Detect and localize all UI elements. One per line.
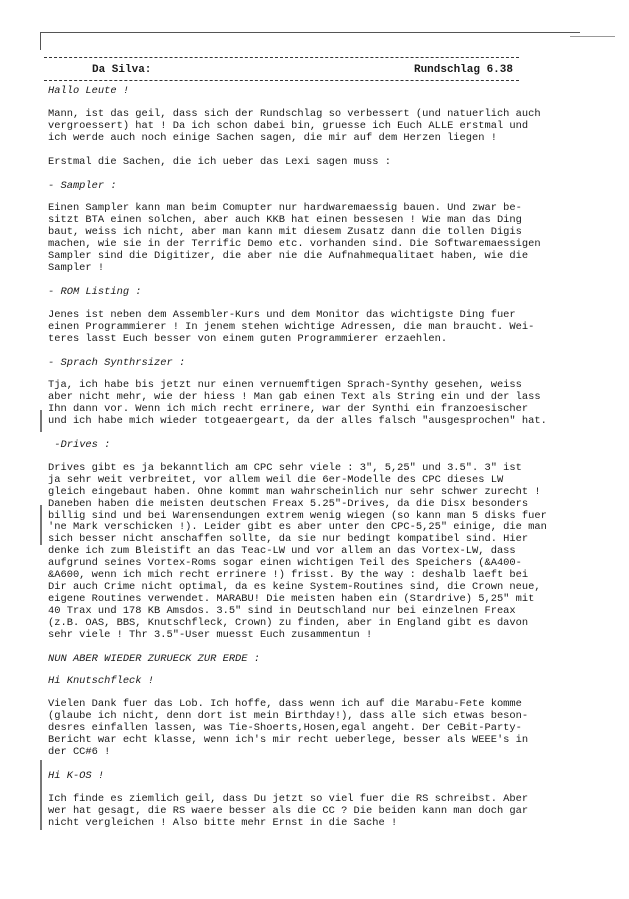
section-heading: - ROM Listing :	[48, 285, 142, 298]
paragraph: Jenes ist neben dem Assembler-Kurs und dem Monitor das wichtigste Ding fuer einen Programmierer ! In jenem stehen wichtige Adressen, die man braucht. Wei- teres lasst Euch besser von einem guten Programmierer erzaehlen.	[48, 308, 535, 345]
section-heading: - Sampler :	[48, 179, 117, 192]
article-header	[44, 61, 519, 78]
margin-mark	[40, 760, 42, 830]
scan-border-top	[40, 32, 580, 33]
paragraph: Tja, ich habe bis jetzt nur einen vernuemftigen Sprach-Synthy gesehen, weiss aber nicht mehr, wie der hiess ! Man gab einen Text als String ein und der lass Ihn dann vor. Wenn ich mich recht errinere, war der Synthi ein franzoesischer und ich habe mich wieder totgeaergeart, da der alles falsch "ausgesprochen" hat.	[48, 379, 547, 428]
section-heading: Hi K-OS !	[48, 769, 105, 782]
section-heading: Hi Knutschfleck !	[48, 675, 155, 688]
paragraph: Drives gibt es ja bekanntlich am CPC sehr viele : 3", 5,25" und 3.5". 3" ist ja sehr weit verbreitet, vor allem weil die 6er-Modelle des CPC dieses LW gleich eingebaut haben. Ohne kommt man wahrscheinlich nur sehr schwer zurecht ! Daneben haben die meisten deutschen Freax 5.25"-Drives, da die Disx besonders billig sind und bei Warensendungen extrem wenig wiegen (so kann man 5 disks fuer 'ne Mark verschicken !). Leider gibt es aber unter den CPC-5,25" einige, die man sich besser nicht anschaffen sollte, da sie nur bedingt kompatibel sind. Hier denke ich zum Bleistift an das Teac-LW und vor allem an das Vortex-LW, dass aufgrund seines Vortex-Roms sogar einen wichtigen Teil des Speichers (&A400- &A600, wenn ich mich recht errinere !) frisst. By the way : deshalb laeft bei Dir auch Crime nicht optimal, da es keine System-Routines sind, die Crown neue, eigene Routines verwendet. MARABU! Die meisten haben ein (Stardrive) 5,25" mit 40 Trax und 178 KB Amsdos. 3.5" sind in Deutschland nur bei einzelnen Freax (z.B. OAS, BBS, Knutschfleck, Crown) zu finden, aber in England gibt es davon sehr viele ! Thr 3.5"-User muesst Euch zusammentun !	[48, 461, 547, 641]
header-rule-bottom	[44, 80, 519, 81]
paragraph: Vielen Dank fuer das Lob. Ich hoffe, dass wenn ich auf die Marabu-Fete komme (glaube ich nicht, denn dort ist mein Birthday!), dass alle sich etwas beson- desres einfallen lassen, was Tie-Shoerts,Hosen,egal angeht. Der CeBit-Party- Bericht war echt klasse, wenn ich's mir recht ueberlege, besser als WEEE's in der CC#6 !	[48, 698, 529, 758]
paragraph: Mann, ist das geil, dass sich der Rundschlag so verbessert (und natuerlich auch vergroessert) hat ! Da ich schon dabei bin, gruesse ich Euch ALLE erstmal und ich werde auch noch einige Sachen sagen, die mir auf dem Herzen liegen !	[48, 107, 541, 144]
article-author: Da Silva:	[92, 64, 152, 76]
margin-mark	[40, 505, 42, 545]
margin-mark	[40, 410, 42, 432]
paragraph: Erstmal die Sachen, die ich ueber das Lexi sagen muss :	[48, 155, 391, 168]
scan-border-left	[40, 32, 41, 50]
paragraph: Einen Sampler kann man beim Comupter nur hardwaremaessig bauen. Und zwar be- sitzt BTA einen solchen, aber auch KKB hat einen bessesen ! Wie man das Ding baut, weiss ich nicht, aber man kann mit diesem Zusatz dann die tollen Digis machen, wie sie in der Terrific Demo etc. vorhanden sind. Die Softwaremaessigen Sampler sind die Digitizer, die aber nie die Aufnahmequalitaet haben, wie die Sampler !	[48, 202, 541, 274]
scan-mark	[570, 36, 615, 37]
header-rule-top	[44, 57, 519, 58]
paragraph: Ich finde es ziemlich geil, dass Du jetzt so viel fuer die RS schreibst. Aber wer hat gesagt, die RS waere besser als die CC ? Die beiden kann man doch gar nicht vergleichen ! Also bitte mehr Ernst in die Sache !	[48, 792, 529, 829]
section-heading: - Sprach Synthrsizer :	[48, 356, 186, 369]
section-heading: -Drives :	[48, 439, 111, 452]
section-heading: Hallo Leute !	[48, 85, 130, 97]
section-heading: NUN ABER WIEDER ZURUECK ZUR ERDE :	[48, 652, 261, 665]
article-body	[48, 86, 604, 842]
issue-label: Rundschlag 6.38	[413, 64, 513, 76]
